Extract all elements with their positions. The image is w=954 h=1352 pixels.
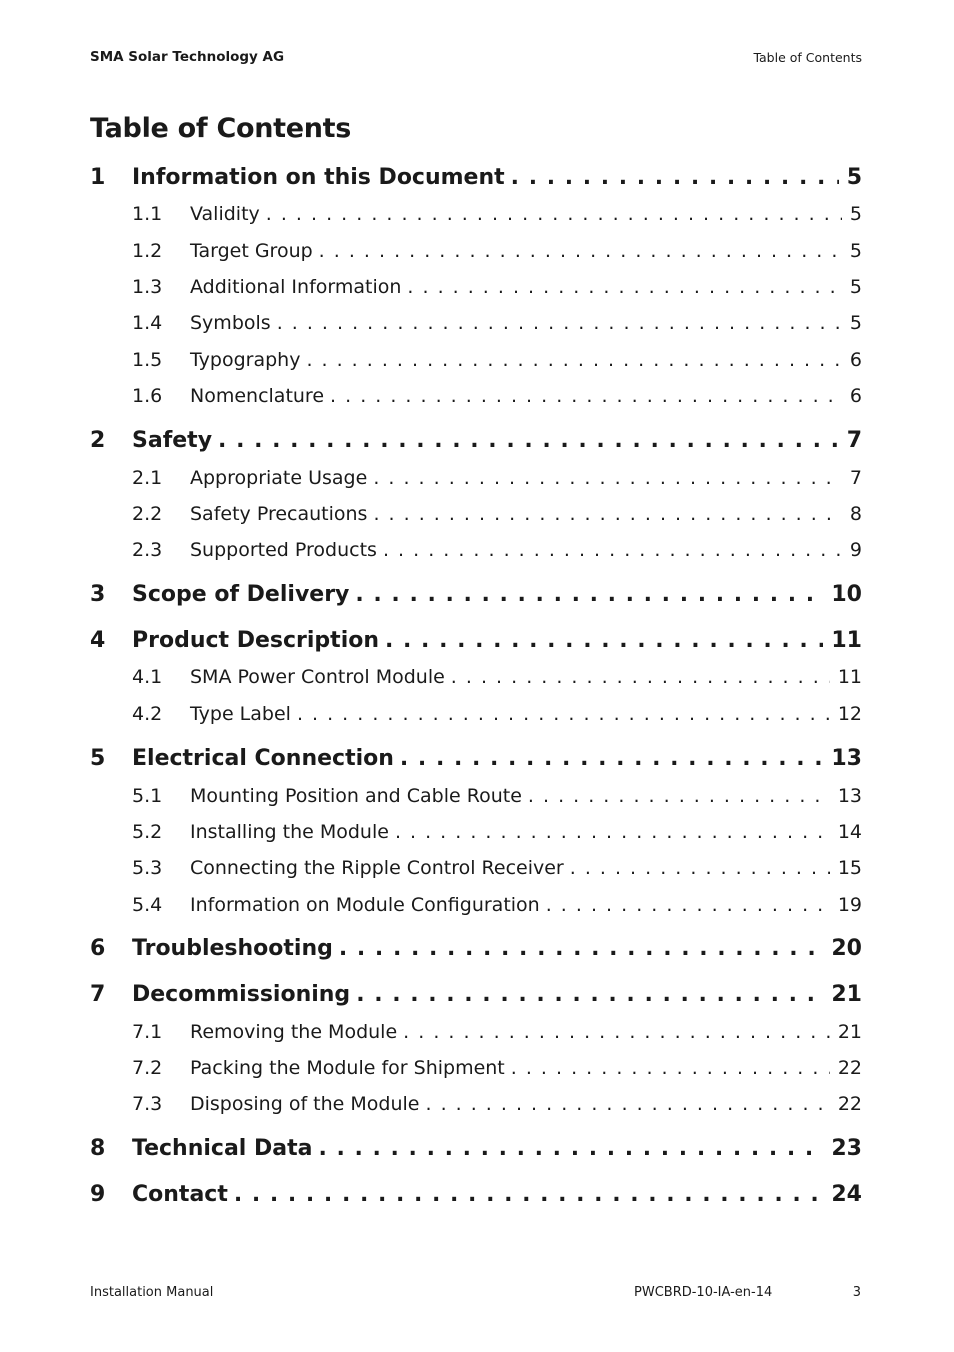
toc-entry-title: Product Description <box>132 628 380 653</box>
toc-entry-number: 5.2 <box>132 821 163 843</box>
toc-entry-page: 5 <box>849 312 862 334</box>
toc-dot-leader <box>266 203 842 225</box>
toc-dot-leader <box>546 894 830 916</box>
toc-entry-title: Supported Products <box>190 539 377 561</box>
toc-entry-number: 2.1 <box>132 467 163 489</box>
toc-chapter-entry[interactable] <box>90 1182 862 1207</box>
toc-entry-number: 1.3 <box>132 276 163 298</box>
toc-entry-title: Contact <box>132 1182 228 1207</box>
toc-entry-title: Packing the Module for Shipment <box>190 1057 505 1079</box>
toc-entry-number: 7.2 <box>132 1057 163 1079</box>
toc-entry-title: Information on Module Configuration <box>190 894 540 916</box>
page-title: Table of Contents <box>90 113 352 144</box>
toc-entry-page: 23 <box>831 1136 862 1161</box>
toc-entry-title: Troubleshooting <box>132 936 333 961</box>
toc-entry-title: Nomenclature <box>190 385 325 407</box>
toc-chapter-entry[interactable] <box>90 936 862 961</box>
toc-entry-page: 12 <box>837 703 862 725</box>
toc-chapter-entry[interactable] <box>90 628 862 653</box>
toc-entry-number: 8 <box>90 1136 106 1161</box>
toc-section-entry[interactable] <box>90 503 862 525</box>
toc-entry-title: Electrical Connection <box>132 746 394 771</box>
toc-dot-leader <box>570 857 830 879</box>
toc-dot-leader <box>511 1057 830 1079</box>
toc-entry-number: 2.3 <box>132 539 163 561</box>
toc-entry-title: Safety <box>132 428 213 453</box>
toc-entry-number: 4 <box>90 628 106 653</box>
toc-dot-leader <box>297 703 830 725</box>
toc-section-entry[interactable] <box>90 312 862 334</box>
toc-entry-page: 6 <box>849 385 862 407</box>
toc-entry-title: Connecting the Ripple Control Receiver <box>190 857 564 879</box>
toc-section-entry[interactable] <box>90 467 862 489</box>
toc-entry-number: 1.6 <box>132 385 163 407</box>
toc-dot-leader <box>306 349 841 371</box>
toc-chapter-entry[interactable] <box>90 165 862 190</box>
toc-chapter-entry[interactable] <box>90 582 862 607</box>
toc-dot-leader <box>355 582 823 607</box>
toc-entry-page: 14 <box>837 821 862 843</box>
toc-dot-leader <box>385 628 823 653</box>
toc-chapter-entry[interactable] <box>90 428 862 453</box>
toc-dot-leader <box>511 165 839 190</box>
toc-section-entry[interactable] <box>90 385 862 407</box>
toc-dot-leader <box>234 1182 824 1207</box>
footer-code: PWCBRD-10-IA-en-14 <box>634 1285 773 1300</box>
toc-entry-page: 5 <box>849 240 862 262</box>
toc-entry-page: 22 <box>837 1057 862 1079</box>
toc-entry-title: SMA Power Control Module <box>190 666 445 688</box>
header-company: SMA Solar Technology AG <box>90 49 285 65</box>
toc-entry-page: 24 <box>831 1182 862 1207</box>
toc-section-entry[interactable] <box>90 821 862 843</box>
toc-chapter-entry[interactable] <box>90 982 862 1007</box>
toc-entry-title: Target Group <box>190 240 313 262</box>
toc-dot-leader <box>400 746 823 771</box>
toc-entry-page: 15 <box>837 857 862 879</box>
toc-section-entry[interactable] <box>90 539 862 561</box>
toc-section-entry[interactable] <box>90 349 862 371</box>
toc-entry-page: 10 <box>831 582 862 607</box>
toc-entry-page: 21 <box>837 1021 862 1043</box>
toc-entry-title: Validity <box>190 203 260 225</box>
toc-section-entry[interactable] <box>90 894 862 916</box>
toc-entry-page: 13 <box>837 785 862 807</box>
toc-entry-title: Decommissioning <box>132 982 351 1007</box>
toc-entry-title: Typography <box>190 349 301 371</box>
toc-entry-title: Disposing of the Module <box>190 1093 420 1115</box>
toc-entry-number: 1.2 <box>132 240 163 262</box>
toc-dot-leader <box>218 428 839 453</box>
header-section: Table of Contents <box>753 50 862 65</box>
toc-section-entry[interactable] <box>90 666 862 688</box>
toc-entry-number: 1.4 <box>132 312 163 334</box>
toc-entry-page: 20 <box>831 936 862 961</box>
toc-dot-leader <box>373 467 842 489</box>
toc-dot-leader <box>383 539 842 561</box>
toc-entry-title: Scope of Delivery <box>132 582 350 607</box>
toc-entry-number: 5.4 <box>132 894 163 916</box>
toc-section-entry[interactable] <box>90 1093 862 1115</box>
toc-entry-page: 11 <box>831 628 862 653</box>
toc-dot-leader <box>528 785 830 807</box>
toc-dot-leader <box>318 1136 823 1161</box>
toc-entry-number: 5.1 <box>132 785 163 807</box>
toc-entry-page: 21 <box>831 982 862 1007</box>
toc-entry-page: 11 <box>837 666 862 688</box>
toc-section-entry[interactable] <box>90 1057 862 1079</box>
toc-section-entry[interactable] <box>90 203 862 225</box>
toc-chapter-entry[interactable] <box>90 746 862 771</box>
toc-entry-title: Technical Data <box>132 1136 313 1161</box>
toc-entry-page: 5 <box>849 276 862 298</box>
toc-section-entry[interactable] <box>90 703 862 725</box>
toc-entry-number: 7.3 <box>132 1093 163 1115</box>
toc-section-entry[interactable] <box>90 240 862 262</box>
toc-entry-number: 5 <box>90 746 106 771</box>
toc-entry-page: 7 <box>849 467 862 489</box>
toc-entry-number: 9 <box>90 1182 106 1207</box>
toc-entry-title: Type Label <box>190 703 291 725</box>
toc-dot-leader <box>277 312 842 334</box>
footer-document: Installation Manual <box>90 1285 214 1300</box>
toc-entry-number: 4.2 <box>132 703 163 725</box>
toc-section-entry[interactable] <box>90 1021 862 1043</box>
toc-entry-number: 1.5 <box>132 349 163 371</box>
toc-entry-number: 4.1 <box>132 666 163 688</box>
toc-dot-leader <box>330 385 842 407</box>
toc-section-entry[interactable] <box>90 785 862 807</box>
toc-dot-leader <box>395 821 830 843</box>
toc-entry-page: 5 <box>849 203 862 225</box>
toc-dot-leader <box>339 936 823 961</box>
toc-entry-page: 7 <box>846 428 862 453</box>
toc-entry-page: 8 <box>849 503 862 525</box>
toc-entry-title: Mounting Position and Cable Route <box>190 785 522 807</box>
toc-entry-number: 5.3 <box>132 857 163 879</box>
toc-entry-page: 13 <box>831 746 862 771</box>
toc-entry-number: 3 <box>90 582 106 607</box>
toc-entry-page: 6 <box>849 349 862 371</box>
toc-entry-title: Symbols <box>190 312 271 334</box>
toc-dot-leader <box>403 1021 830 1043</box>
toc-entry-page: 19 <box>837 894 862 916</box>
toc-entry-number: 1.1 <box>132 203 163 225</box>
toc-entry-number: 7 <box>90 982 106 1007</box>
toc-entry-number: 1 <box>90 165 106 190</box>
toc-chapter-entry[interactable] <box>90 1136 862 1161</box>
toc-entry-page: 5 <box>846 165 862 190</box>
toc-dot-leader <box>319 240 842 262</box>
toc-entry-number: 2.2 <box>132 503 163 525</box>
toc-dot-leader <box>356 982 823 1007</box>
toc-entry-title: Additional Information <box>190 276 402 298</box>
toc-dot-leader <box>451 666 830 688</box>
toc-dot-leader <box>373 503 841 525</box>
footer-page-number: 3 <box>852 1285 861 1300</box>
toc-entry-title: Appropriate Usage <box>190 467 368 489</box>
toc-entry-number: 2 <box>90 428 106 453</box>
toc-entry-page: 9 <box>849 539 862 561</box>
toc-entry-page: 22 <box>837 1093 862 1115</box>
toc-dot-leader <box>425 1093 829 1115</box>
toc-entry-number: 6 <box>90 936 106 961</box>
toc-entry-number: 7.1 <box>132 1021 163 1043</box>
toc-dot-leader <box>407 276 842 298</box>
toc-entry-title: Installing the Module <box>190 821 389 843</box>
toc-entry-title: Information on this Document <box>132 165 505 190</box>
toc-entry-title: Safety Precautions <box>190 503 368 525</box>
toc-entry-title: Removing the Module <box>190 1021 398 1043</box>
toc-section-entry[interactable] <box>90 276 862 298</box>
toc-section-entry[interactable] <box>90 857 862 879</box>
